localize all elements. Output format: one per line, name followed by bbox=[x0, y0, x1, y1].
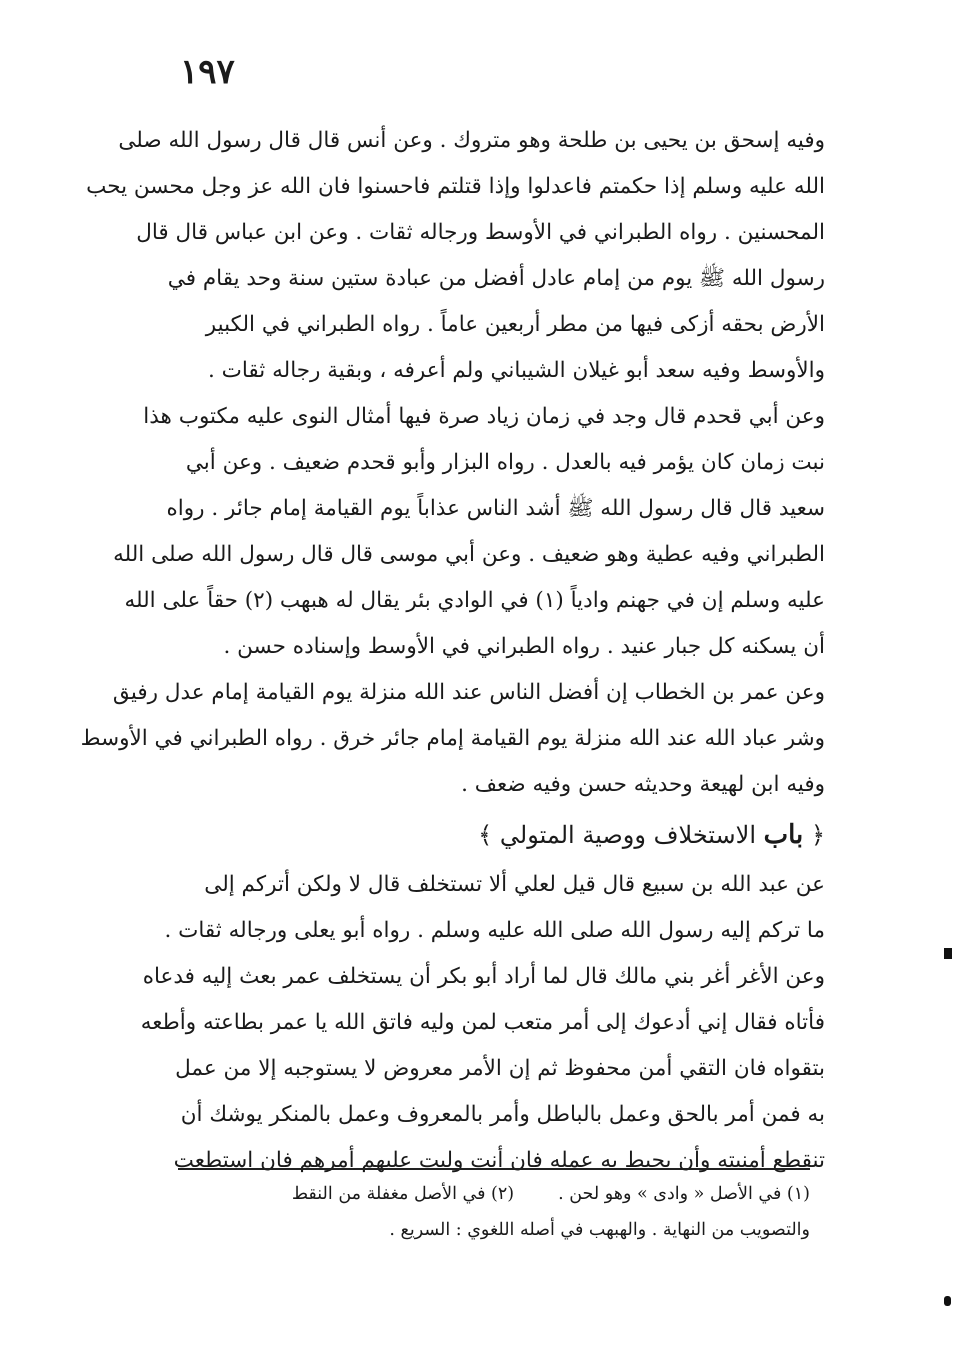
body-line: عن عبد الله بن سبيع قال قيل لعلي ألا تستخلف قال لا ولكن أتركم إلى bbox=[204, 872, 825, 897]
footnotes bbox=[160, 1176, 810, 1248]
body-line: ما تركم إليه رسول الله صلى الله عليه وسلم . رواه أبو يعلى ورجاله ثقات . bbox=[164, 918, 825, 943]
footnote-line: والتصويب من النهاية . والهبهب في أصله اللغوي : السريع . bbox=[389, 1220, 810, 1240]
heading-bab: باب bbox=[763, 820, 804, 850]
body-line: أن يسكنه كل جبار عنيد . رواه الطبراني في الأوسط وإسناده حسن . bbox=[223, 634, 825, 659]
body-line: سعيد قال قال رسول الله ﷺ أشد الناس عذاباً يوم القيامة إمام جائر . رواه bbox=[166, 496, 825, 521]
footnote-2: (٢) في الأصل مغفلة من النقط bbox=[291, 1184, 515, 1204]
body-line: الأرض بحقه أزكى فيها من مطر أربعين عاماً . رواه الطبراني في الكبير bbox=[205, 312, 825, 337]
body-line: وعن عمر بن الخطاب إن أفضل الناس عند الله منزلة يوم القيامة إمام عدل رفيق bbox=[112, 680, 825, 705]
body-line: وعن الأغر أغر بني مالك قال لما أراد أبو بكر أن يستخلف عمر بعث إليه فدعاه bbox=[142, 964, 825, 989]
footnote-line bbox=[160, 1176, 810, 1212]
body-line: الله عليه وسلم إذا حكمتم فاعدلوا وإذا قتلتم فاحسنوا فان الله عز وجل محسن يحب bbox=[86, 174, 825, 199]
body-line: به فمن أمر بالحق وعمل بالباطل وأمر بالمعروف وعمل بالمنكر يوشك أن bbox=[180, 1102, 825, 1127]
body-line: الطبراني وفيه عطية وهو ضعيف . وعن أبي موسى قال قال رسول الله صلى الله bbox=[113, 542, 825, 567]
body-line: وشر عباد الله عند الله منزلة يوم القيامة إمام جائر خرق . رواه الطبراني في الأوسط bbox=[80, 726, 825, 751]
chapter-heading bbox=[145, 808, 825, 862]
body-line: فأتاه فقال إني أدعوك إلى أمر متعب لمن وليه فاتق الله يا عمر بطاعته وأطعه bbox=[140, 1010, 825, 1035]
body-line: المحسنين . رواه الطبراني في الأوسط ورجاله ثقات . وعن ابن عباس قال قال bbox=[136, 220, 825, 245]
heading-open-bracket: ﴿ bbox=[810, 821, 825, 849]
page-number: ١٩٧ bbox=[180, 52, 235, 92]
body-line: رسول الله ﷺ يوم من إمام عادل أفضل من عبادة ستين سنة وحد يقام في bbox=[167, 266, 825, 291]
body-line: والأوسط وفيه سعد أبو غيلان الشيباني ولم أعرفه ، وبقية رجاله ثقات . bbox=[207, 358, 825, 383]
scan-mark bbox=[944, 1296, 951, 1306]
body-line: وفيه إسحق بن يحيى بن طلحة وهو متروك . وعن أنس قال قال رسول الله صلى bbox=[118, 128, 825, 153]
body-line: نبت زمان كان يؤمر فيه بالعدل . رواه البزار وأبو قحدم ضعيف . وعن أبي bbox=[185, 450, 825, 475]
body-line: وعن أبي قحدم قال وجد في زمان زياد صرة فيها أمثال النوى عليه مكتوب هذا bbox=[143, 404, 825, 429]
scan-mark bbox=[944, 948, 952, 959]
body-text bbox=[80, 118, 825, 1184]
body-line: وفيه ابن لهيعة وحديثه حسن وفيه ضعف . bbox=[461, 772, 825, 797]
heading-title: الاستخلاف ووصية المتولي bbox=[499, 821, 757, 849]
body-line: بتقواه فان التقي أمن محفوظ ثم إن الأمر معروض لا يستوجبه إلا من عمل bbox=[175, 1056, 825, 1081]
footnote-1: (١) في الأصل « وادى » وهو لحن . bbox=[558, 1184, 810, 1204]
footnote-divider bbox=[178, 1168, 810, 1170]
body-line: تنقطع أمنيته وأن يحبط به عمله فان أنت وليت عليهم أمرهم فان استطعت bbox=[173, 1148, 825, 1173]
body-line: عليه وسلم إن في جهنم وادياً (١) في الوادي بئر يقال له هبهب (٢) حقاً على الله bbox=[124, 588, 825, 613]
heading-close-bracket: ﴾ bbox=[478, 821, 493, 849]
